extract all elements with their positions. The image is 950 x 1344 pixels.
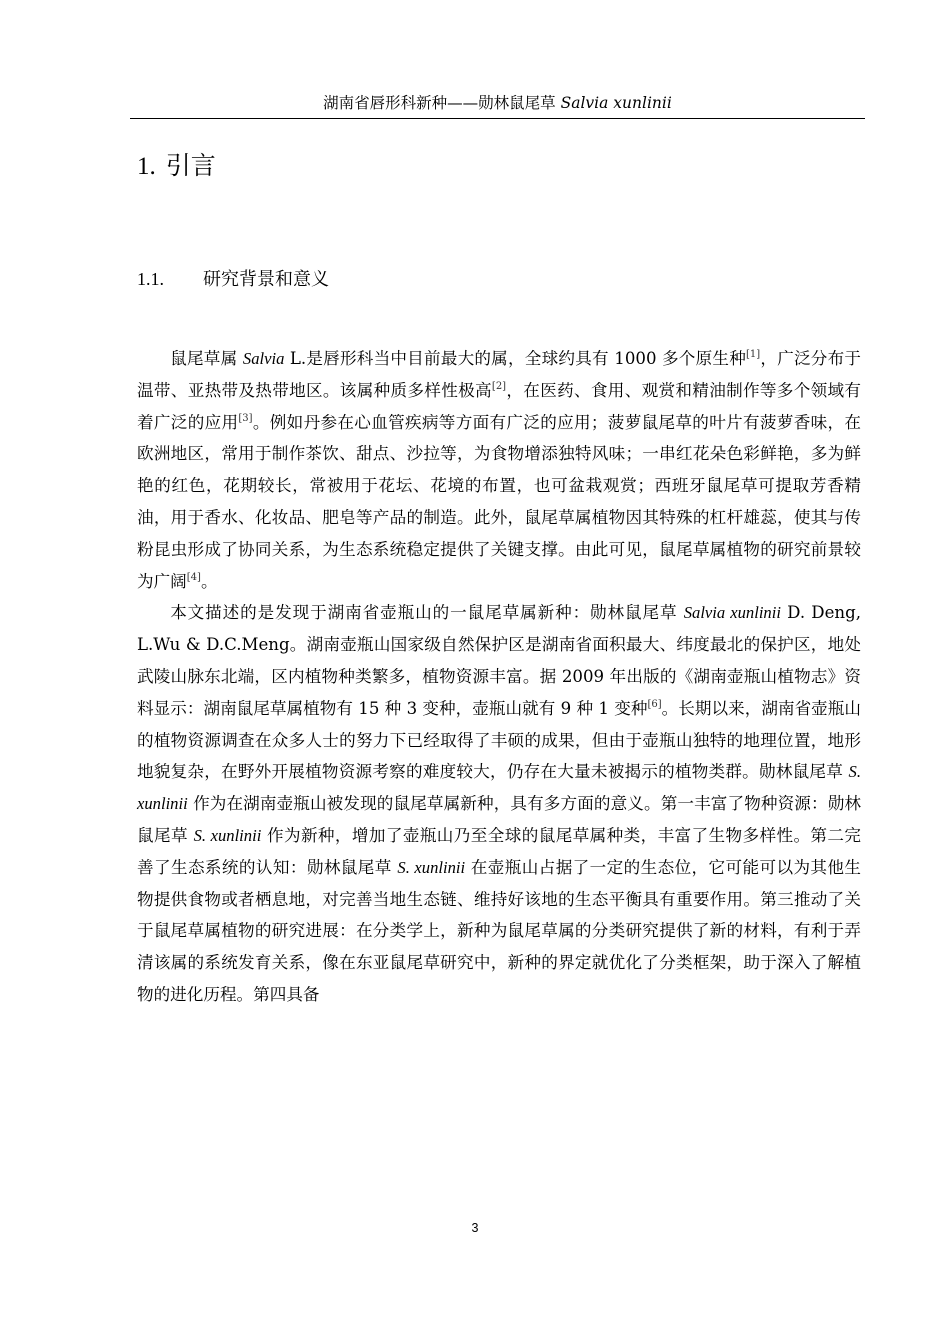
latin-name: S. xunlinii	[397, 857, 466, 877]
header-latin-name: Salvia xunlinii	[560, 94, 672, 112]
subsection-heading-1-1	[137, 266, 329, 293]
page-number: 3	[471, 1221, 479, 1235]
latin-name: Salvia xunlinii	[683, 603, 781, 623]
body-text	[137, 343, 861, 1011]
citation-ref: [1]	[746, 349, 761, 360]
text-run: 本文描述的是发现于湖南省壶瓶山的一鼠尾草属新种：勋林鼠尾草	[170, 603, 684, 623]
text-run: L.是唇形科当中目前最大的属，全球约具有 1000 多个原生种	[284, 349, 747, 368]
text-run: 在壶瓶山占据了一定的生态位，它可能可以为其他生物提供食物或者栖息地，对完善当地生态链、维持好该地的生态平衡具有重要作用。第三推动了关于鼠尾草属植物的研究进展：在分类学上，新种为鼠尾草属的分类研究提供了新的材料，有利于弄清该属的系统发育关系，像在东亚鼠尾草研究中，新种的界定就优化了分类框架，助于深入了解植物的进化历程。第四具备	[137, 857, 861, 1004]
latin-name: S. xunlinii	[193, 825, 262, 845]
paragraph-1	[137, 343, 861, 597]
citation-ref: [6]	[647, 698, 662, 710]
citation-ref: [3]	[238, 412, 253, 424]
text-run: 鼠尾草属	[170, 349, 243, 368]
text-run: D. Deng, L.Wu & D.C.Meng。湖南壶瓶山国家级自然保护区是湖南省面积最大、纬度最北的保护区，地处武陵山脉东北端，区内植物种类繁多，植物资源丰富。据 2009 年出版的《湖南壶瓶山植物志》资料显示：湖南鼠尾草属植物有 15 种 3 变种，壶瓶山就有 9 种 1 变种	[137, 603, 862, 718]
section-heading-1	[137, 150, 216, 183]
section-title: 引言	[165, 151, 216, 180]
latin-name: Salvia	[242, 349, 285, 368]
text-run: ，在医药、食用、观赏和精油制作等多个领域有着广泛的应用	[137, 380, 862, 432]
latin-name: S. xunlinii	[137, 762, 861, 814]
text-run: 作为新种，增加了壶瓶山乃至全球的鼠尾草属种类，丰富了生物多样性。第二完善了生态系统的认知：勋林鼠尾草	[137, 825, 861, 877]
text-run: ，广泛分布于温带、亚热带及热带地区。该属种质多样性极高	[137, 349, 862, 400]
header-title: 湖南省唇形科新种——勋林鼠尾草	[323, 94, 561, 112]
paragraph-2	[137, 597, 861, 1010]
text-run: 。例如丹参在心血管疾病等方面有广泛的应用；菠萝鼠尾草的叶片有菠萝香味，在欧洲地区，常用于制作茶饮、甜点、沙拉等，为食物增添独特风味；一串红花朵色彩鲜艳，多为鲜艳的红色，花期较长，常被用于花坛、花境的布置，也可盆栽观赏；西班牙鼠尾草可提取芳香精油，用于香水、化妆品、肥皂等产品的制造。此外，鼠尾草属植物因其特殊的杠杆雄蕊，使其与传粉昆虫形成了协同关系，为生态系统稳定提供了关键支撑。由此可见，鼠尾草属植物的研究前景较为广阔	[137, 412, 862, 591]
section-number: 1.	[137, 153, 156, 180]
text-run: 。长期以来，湖南省壶瓶山的植物资源调查在众多人士的努力下已经取得了丰硕的成果，但由于壶瓶山独特的地理位置，地形地貌复杂，在野外开展植物资源考察的难度较大，仍存在大量未被揭示的植物类群。勋林鼠尾草	[137, 698, 861, 782]
subsection-number: 1.1.	[137, 269, 164, 289]
text-run: 作为在湖南壶瓶山被发现的鼠尾草属新种，具有多方面的意义。第一丰富了物种资源：勋林鼠尾草	[137, 794, 861, 845]
text-run: 。	[200, 571, 218, 591]
citation-ref: [2]	[491, 380, 507, 392]
subsection-title: 研究背景和意义	[203, 269, 329, 290]
running-header	[130, 92, 865, 119]
citation-ref: [4]	[186, 571, 201, 583]
